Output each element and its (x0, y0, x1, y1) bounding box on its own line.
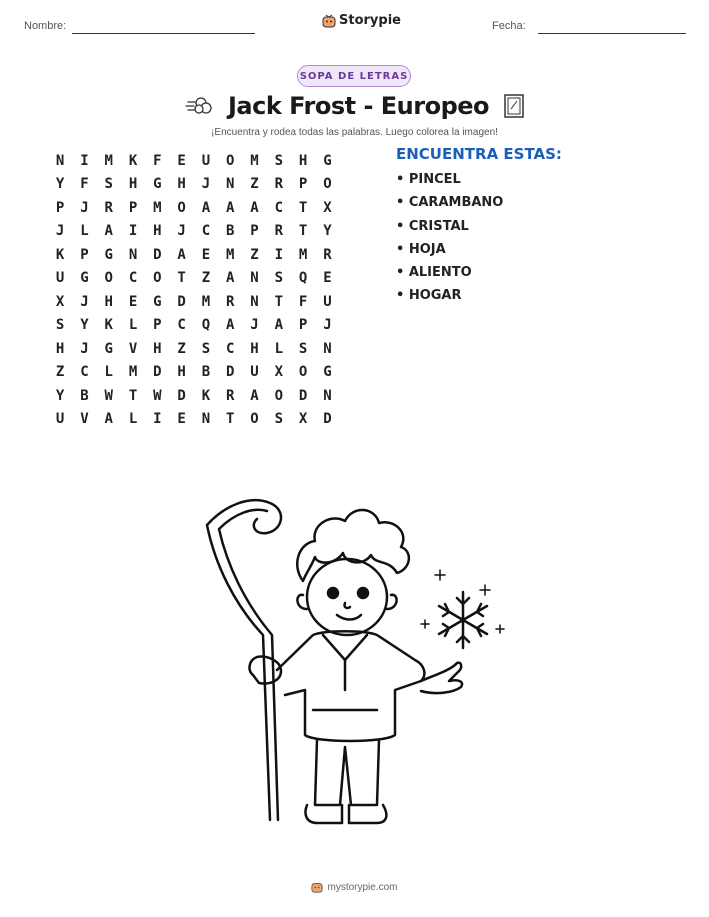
grid-letter: N (226, 176, 235, 193)
grid-letter: O (177, 199, 186, 216)
grid-letter: Z (201, 270, 211, 287)
grid-letter: X (55, 293, 65, 310)
grid-row (48, 196, 340, 220)
grid-letter: V (80, 411, 89, 428)
grid-letter: U (201, 152, 211, 169)
grid-letter: H (250, 340, 259, 357)
grid-letter: N (55, 152, 65, 169)
grid-letter: L (128, 317, 138, 334)
grid-row (48, 173, 340, 197)
grid-letter: E (177, 411, 186, 428)
grid-letter: J (55, 223, 65, 240)
grid-letter: G (153, 293, 162, 310)
grid-letter: R (274, 176, 284, 193)
grid-letter: R (323, 246, 332, 263)
grid-letter: J (323, 317, 332, 334)
grid-letter: P (128, 199, 138, 216)
grid-letter: H (104, 293, 113, 310)
grid-letter: G (104, 340, 113, 357)
word-list-item: • CRISTAL (396, 218, 469, 234)
sparkle-3 (496, 625, 504, 633)
grid-letter: A (104, 411, 113, 428)
grid-letter: K (201, 387, 211, 404)
grid-letter: D (177, 387, 186, 404)
right-ear (387, 595, 397, 609)
jack-frost-illustration (195, 485, 515, 845)
sparkle-2 (480, 585, 490, 595)
grid-row (48, 408, 340, 432)
grid-row (48, 267, 340, 291)
spiky-hair (297, 510, 409, 581)
grid-letter: P (250, 223, 259, 240)
grid-letter: D (323, 411, 332, 428)
grid-letter: I (80, 152, 89, 169)
grid-letter: I (153, 411, 162, 428)
grid-letter: O (226, 152, 235, 169)
grid-row (48, 290, 340, 314)
word-list-item: • CARAMBANO (396, 195, 504, 211)
brand-name: Storypie (339, 13, 401, 28)
grid-letter: L (80, 223, 89, 240)
brand (322, 13, 401, 28)
grid-letter: L (274, 340, 284, 357)
grid-letter: F (298, 293, 308, 310)
grid-letter: A (250, 199, 259, 216)
grid-letter: G (323, 364, 332, 381)
page-title: Jack Frost - Europeo (227, 92, 490, 120)
face (307, 559, 387, 635)
grid-letter: J (80, 199, 89, 216)
grid-letter: H (177, 176, 186, 193)
grid-letter: P (153, 317, 162, 334)
grid-letter: A (177, 246, 186, 263)
word-list (396, 172, 503, 312)
name-label: Nombre: (24, 20, 67, 32)
right-eye (358, 588, 368, 598)
staff-outer (207, 500, 281, 820)
grid-letter: R (226, 293, 235, 310)
grid-letter: S (55, 317, 65, 334)
grid-letter: I (274, 246, 284, 263)
grid-letter: T (298, 199, 308, 216)
grid-letter: A (250, 387, 259, 404)
grid-letter: M (128, 364, 138, 381)
grid-letter: S (104, 176, 113, 193)
grid-letter: M (104, 152, 113, 169)
grid-letter: V (128, 340, 138, 357)
grid-letter: B (226, 223, 235, 240)
grid-letter: M (226, 246, 235, 263)
grid-letter: W (153, 387, 162, 404)
grid-letter: S (274, 152, 284, 169)
grid-letter: M (153, 199, 162, 216)
grid-letter: A (104, 223, 113, 240)
grid-letter: O (153, 270, 162, 287)
grid-letter: B (201, 364, 211, 381)
word-list-item: • HOJA (396, 241, 446, 257)
grid-letter: B (80, 387, 89, 404)
right-shoe (349, 805, 386, 823)
grid-letter: N (128, 246, 138, 263)
grid-letter: H (55, 340, 65, 357)
grid-letter: J (201, 176, 211, 193)
grid-letter: H (153, 340, 162, 357)
grid-letter: X (323, 199, 332, 216)
frosted-window-icon (503, 93, 525, 119)
grid-letter: R (274, 223, 284, 240)
hoodie (277, 631, 424, 741)
grid-letter: D (298, 387, 308, 404)
grid-letter: Z (250, 176, 259, 193)
storypie-logo-icon (311, 881, 323, 893)
grid-letter: J (177, 223, 186, 240)
grid-letter: E (323, 270, 332, 287)
grid-letter: N (250, 270, 259, 287)
grid-letter: P (298, 176, 308, 193)
word-list-title: ENCUENTRA ESTAS: (396, 145, 562, 163)
grid-letter: C (274, 199, 284, 216)
grid-letter: N (201, 411, 211, 428)
grid-letter: D (177, 293, 186, 310)
grid-letter: G (104, 246, 113, 263)
grid-letter: C (128, 270, 138, 287)
grid-letter: T (128, 387, 138, 404)
grid-letter: S (201, 340, 211, 357)
grid-letter: A (226, 317, 235, 334)
name-line (72, 33, 255, 34)
grid-letter: F (153, 152, 162, 169)
nose (345, 603, 350, 608)
grid-letter: K (55, 246, 65, 263)
grid-letter: S (274, 270, 284, 287)
grid-letter: D (153, 246, 162, 263)
grid-letter: Y (55, 176, 65, 193)
grid-letter: C (201, 223, 211, 240)
grid-row (48, 149, 340, 173)
grid-letter: A (226, 199, 235, 216)
storypie-logo-icon (322, 14, 336, 28)
title-row (180, 92, 529, 120)
grid-letter: R (226, 387, 235, 404)
grid-letter: D (153, 364, 162, 381)
grid-letter: P (55, 199, 65, 216)
grid-letter: O (104, 270, 113, 287)
grid-letter: P (80, 246, 89, 263)
grid-letter: Z (250, 246, 259, 263)
grid-letter: H (177, 364, 186, 381)
footer-url: mystorypie.com (327, 881, 398, 893)
grid-letter: L (104, 364, 113, 381)
grid-letter: H (128, 176, 138, 193)
grid-letter: G (153, 176, 162, 193)
sparkle-4 (421, 620, 429, 628)
grid-letter: Y (55, 387, 65, 404)
grid-letter: O (274, 387, 284, 404)
grid-row (48, 243, 340, 267)
sparkle-1 (435, 570, 445, 580)
grid-letter: X (298, 411, 308, 428)
grid-row (48, 361, 340, 385)
grid-letter: Y (80, 317, 89, 334)
grid-letter: J (80, 293, 89, 310)
grid-letter: E (128, 293, 138, 310)
puzzle-type-badge: SOPA DE LETRAS (297, 65, 411, 87)
grid-letter: U (250, 364, 259, 381)
grid-letter: Z (55, 364, 65, 381)
grid-letter: S (298, 340, 308, 357)
grid-letter: O (298, 364, 308, 381)
grid-letter: S (274, 411, 284, 428)
letter-grid (48, 149, 340, 431)
grid-row (48, 314, 340, 338)
left-ear (297, 595, 307, 609)
grid-letter: J (250, 317, 259, 334)
grid-letter: U (323, 293, 332, 310)
grid-letter: F (80, 176, 89, 193)
grid-letter: P (298, 317, 308, 334)
grid-letter: A (201, 199, 211, 216)
grid-letter: H (153, 223, 162, 240)
pants (315, 740, 379, 805)
grid-row (48, 337, 340, 361)
grid-letter: A (226, 270, 235, 287)
grid-letter: M (298, 246, 308, 263)
grid-letter: X (274, 364, 284, 381)
snowflake (439, 592, 487, 648)
grid-letter: M (201, 293, 211, 310)
footer (0, 881, 709, 893)
instructions: ¡Encuentra y rodea todas las palabras. Luego colorea la imagen! (211, 127, 498, 138)
grid-letter: G (323, 152, 332, 169)
left-eye (328, 588, 338, 598)
grid-letter: T (226, 411, 235, 428)
mouth (337, 615, 361, 620)
grid-row (48, 384, 340, 408)
grid-letter: Y (323, 223, 332, 240)
grid-letter: G (80, 270, 89, 287)
grid-letter: C (177, 317, 186, 334)
grid-letter: I (128, 223, 138, 240)
grid-letter: N (323, 340, 332, 357)
grid-letter: K (104, 317, 113, 334)
grid-letter: C (226, 340, 235, 357)
grid-letter: C (80, 364, 89, 381)
grid-letter: K (128, 152, 138, 169)
grid-letter: Q (201, 317, 211, 334)
grid-letter: E (201, 246, 211, 263)
grid-letter: T (177, 270, 186, 287)
grid-letter: O (250, 411, 259, 428)
grid-letter: U (55, 411, 65, 428)
grid-letter: O (323, 176, 332, 193)
grid-letter: J (80, 340, 89, 357)
grid-letter: E (177, 152, 186, 169)
grid-row (48, 220, 340, 244)
grid-letter: R (104, 199, 113, 216)
grid-letter: T (274, 293, 284, 310)
wind-puff-icon (184, 94, 214, 118)
grid-letter: T (298, 223, 308, 240)
grid-letter: A (274, 317, 284, 334)
grid-letter: N (323, 387, 332, 404)
grid-letter: U (55, 270, 65, 287)
word-list-item: • ALIENTO (396, 265, 472, 281)
word-list-item: • PINCEL (396, 172, 461, 187)
left-shoe (305, 805, 342, 823)
grid-letter: Q (298, 270, 308, 287)
word-list-item: • HOGAR (396, 288, 462, 304)
grid-letter: L (128, 411, 138, 428)
date-line (538, 33, 686, 34)
date-label: Fecha: (492, 20, 526, 32)
grid-letter: D (226, 364, 235, 381)
grid-letter: Z (177, 340, 186, 357)
grid-letter: W (104, 387, 113, 404)
right-hand (421, 663, 462, 693)
grid-letter: N (250, 293, 259, 310)
grid-letter: H (298, 152, 308, 169)
grid-letter: M (250, 152, 259, 169)
hood-collar (323, 635, 367, 660)
